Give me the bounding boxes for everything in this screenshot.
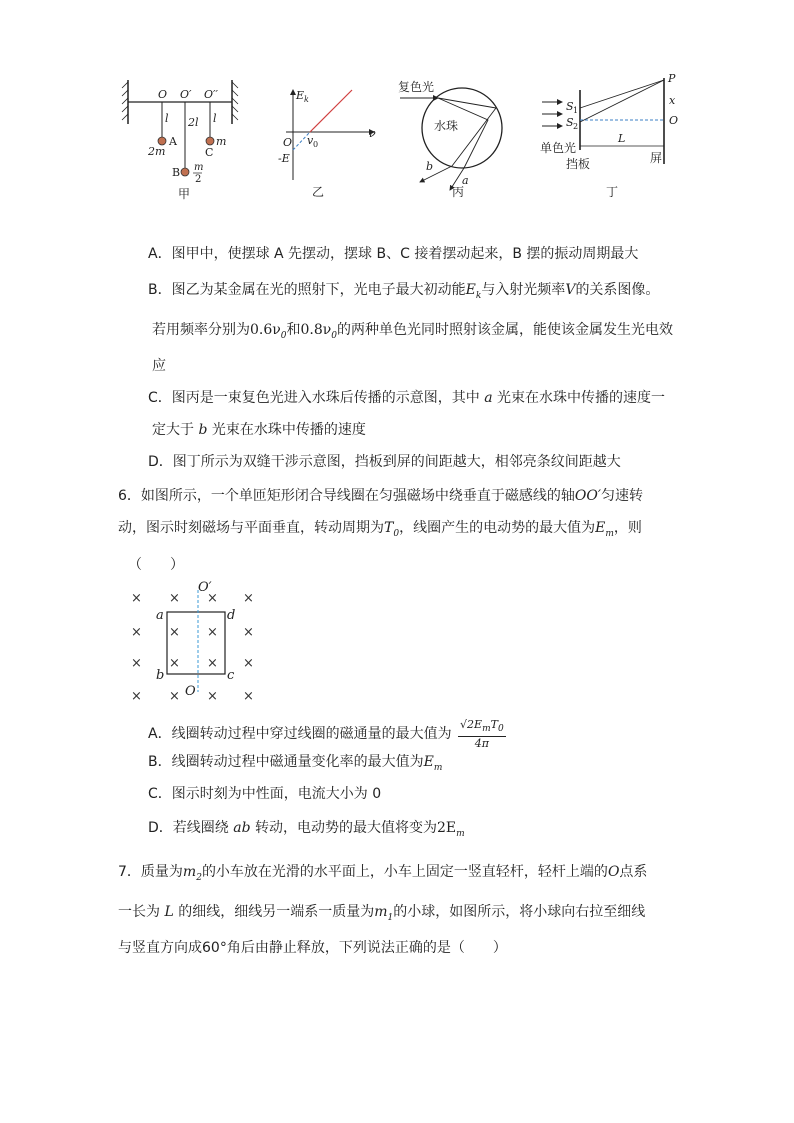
- q5-option-b-line2: 若用频率分别为$0.6\nu_0$和$0.8\nu_0$的两种单色光同时照射该金属，能使该金属发生光电效: [152, 322, 674, 341]
- label-origin: O: [283, 136, 293, 149]
- field-cross: ×: [169, 656, 180, 671]
- label-baffle: 挡板: [566, 157, 591, 171]
- q5-option-a: A．图甲中，使摆球 A 先摆动，摆球 B、C 接着摆动起来，B 摆的振动周期最大: [148, 246, 639, 262]
- label-S2-sub: 2: [573, 122, 579, 131]
- label-mass-B-num: m: [194, 162, 204, 173]
- axis-label-O: O: [185, 684, 196, 699]
- label-2l: 2l: [188, 116, 199, 129]
- field-cross: ×: [207, 591, 218, 606]
- figure-yi: [276, 84, 386, 200]
- q7-stem-line3: 与竖直方向成60°角后由静止释放，下列说法正确的是（ ）: [118, 940, 507, 956]
- label-A: A: [169, 135, 177, 148]
- field-cross: ×: [243, 625, 254, 640]
- label-monochromatic: 单色光: [540, 141, 577, 155]
- field-cross: ×: [131, 689, 142, 704]
- label-C: C: [205, 146, 214, 159]
- field-cross: ×: [131, 656, 142, 671]
- q6-stem-line1: 6．如图所示，一个单匝矩形闭合导线圈在匀强磁场中绕垂直于磁感线的轴OO′匀速转: [118, 488, 644, 504]
- label-P: P: [668, 72, 676, 85]
- label-O: O: [158, 88, 168, 101]
- q6-stem-line2: 动，图示时刻磁场与平面垂直，转动周期为$T_0$，线圈产生的电动势的最大值为$E_m$，则: [118, 520, 642, 539]
- label-mass-C: m: [216, 135, 227, 148]
- field-cross: ×: [207, 689, 218, 704]
- q7-stem-line1: 7．质量为$m_2$的小车放在光滑的水平面上，小车上固定一竖直轻杆，轻杆上端的O点系: [118, 864, 648, 883]
- corner-label-d: d: [227, 608, 236, 623]
- caption-jia: 甲: [178, 187, 191, 201]
- q5-option-b-line3: 应: [152, 358, 166, 374]
- label-S1-sub: 1: [573, 106, 579, 115]
- label-O-prime: O′: [180, 88, 192, 101]
- label-l-left: l: [165, 112, 169, 125]
- label-x: x: [669, 94, 676, 107]
- fraction: $√2E_mT_0$ 4π: [460, 718, 504, 751]
- field-cross: ×: [243, 656, 254, 671]
- label-S1: S: [566, 100, 574, 113]
- label-b-ray: b: [426, 160, 434, 173]
- label-B: B: [172, 166, 181, 179]
- q6-option-c: C．图示时刻为中性面，电流大小为 0: [148, 786, 382, 802]
- axis-label-O-prime: O′: [198, 580, 212, 595]
- field-cross: ×: [207, 625, 218, 640]
- label-a-ray: a: [462, 174, 469, 187]
- q5-option-c-line1: C．图丙是一束复色光进入水珠后传播的示意图，其中 a 光束在水珠中传播的速度一: [148, 390, 666, 406]
- field-cross: ×: [131, 625, 142, 640]
- field-cross: ×: [169, 689, 180, 704]
- label-S2: S: [566, 116, 574, 129]
- label-neg-E: -E: [278, 152, 290, 165]
- label-Ek: E: [296, 89, 305, 102]
- label-L: L: [618, 132, 626, 145]
- figure-jia: [118, 72, 248, 202]
- field-cross: ×: [131, 591, 142, 606]
- figure-bing: [392, 78, 522, 200]
- field-cross: ×: [207, 656, 218, 671]
- label-screen: 屏: [650, 151, 663, 165]
- label-O-double-prime: O′′: [204, 88, 219, 101]
- q5-option-d: D．图丁所示为双缝干涉示意图，挡板到屏的间距越大，相邻亮条纹间距越大: [148, 454, 621, 470]
- q6-answer-paren: （ ）: [128, 557, 184, 573]
- caption-bing: 丙: [452, 185, 465, 199]
- label-l-right: l: [213, 112, 217, 125]
- label-mass-B-den: 2: [195, 174, 202, 185]
- q5-option-b-line1: B．图乙为某金属在光的照射下，光电子最大初动能$E_k$与入射光频率V的关系图像。: [148, 282, 660, 301]
- caption-yi: 乙: [312, 185, 325, 199]
- caption-ding: 丁: [606, 185, 619, 199]
- corner-label-b: b: [156, 668, 165, 683]
- figure-ding: [536, 70, 686, 200]
- corner-label-a: a: [156, 608, 164, 623]
- field-cross: ×: [243, 689, 254, 704]
- q7-stem-line2: 一长为 L 的细线，细线另一端系一质量为$m_1$的小球，如图所示，将小球向右拉至细线: [118, 904, 646, 923]
- label-water-drop: 水珠: [434, 119, 459, 133]
- label-v0-sub: 0: [313, 140, 319, 149]
- q6-option-d: D．若线圈绕 ab 转动，电动势的最大值将变为$2E_m$: [148, 820, 465, 839]
- q6-option-a: A．线圈转动过程中穿过线圈的磁通量的最大值为 $√2E_mT_0$ 4π: [148, 718, 504, 751]
- q5-option-c-line2: 定大于 b 光束在水珠中传播的速度: [152, 422, 366, 438]
- label-Ek-sub: k: [304, 95, 309, 104]
- q6-option-b: B．线圈转动过程中磁通量变化率的最大值为$E_m$: [148, 754, 443, 773]
- q6-figure: [125, 580, 265, 710]
- label-composite-light: 复色光: [398, 80, 435, 94]
- label-mass-A: 2m: [148, 145, 166, 158]
- label-v0: v: [307, 134, 314, 147]
- field-cross: ×: [243, 591, 254, 606]
- field-cross: ×: [169, 625, 180, 640]
- label-O: O: [669, 114, 679, 127]
- field-cross: ×: [169, 591, 180, 606]
- corner-label-c: c: [227, 668, 235, 683]
- label-nu: ν: [369, 127, 376, 140]
